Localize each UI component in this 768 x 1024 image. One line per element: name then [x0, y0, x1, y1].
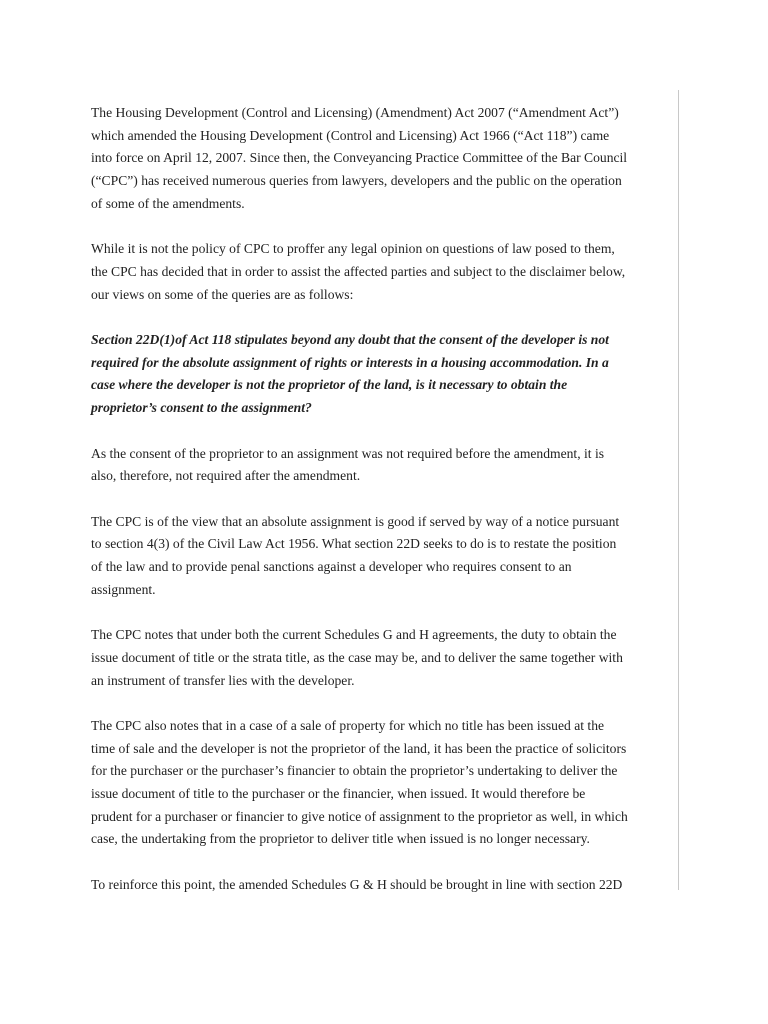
text-line: case, the undertaking from the proprietor to deliver title when issued is no longer necessary.: [91, 831, 590, 847]
text-line: issue document of title to the purchaser or the financier, when issued. It would therefore be: [91, 786, 586, 801]
paragraph: [91, 102, 681, 216]
paragraph: [91, 329, 681, 420]
text-line: The CPC notes that under both the current Schedules G and H agreements, the duty to obtain the: [91, 627, 617, 643]
text-line: into force on April 12, 2007. Since then, the Conveyancing Practice Committee of the Bar Council: [91, 150, 628, 166]
text-line: of some of the amendments.: [91, 195, 245, 211]
paragraph: [91, 624, 681, 692]
document-body: [91, 102, 681, 919]
paragraph: [91, 715, 681, 851]
text-line: prudent for a purchaser or financier to give notice of assignment to the proprietor as well, in which: [91, 808, 628, 824]
paragraph: [91, 511, 681, 602]
paragraph: [91, 238, 681, 306]
text-line: While it is not the policy of CPC to proffer any legal opinion on questions of law posed to them,: [91, 241, 615, 257]
text-line: to section 4(3) of the Civil Law Act 1956. What section 22D seeks to do is to restate the position: [91, 536, 617, 552]
text-line: required for the absolute assignment of rights or interests in a housing accommodation. In a: [91, 354, 609, 370]
paragraph: [91, 874, 681, 897]
text-line: of the law and to provide penal sanctions against a developer who requires consent to an: [91, 559, 572, 574]
text-line: proprietor’s consent to the assignment?: [91, 400, 312, 416]
text-line: assignment.: [91, 581, 156, 597]
text-line: for the purchaser or the purchaser’s financier to obtain the proprietor’s undertaking to deliver the: [91, 763, 618, 779]
paragraph: [91, 443, 681, 488]
text-line: which amended the Housing Development (Control and Licensing) Act 1966 (“Act 118”) came: [91, 127, 610, 143]
text-line: the CPC has decided that in order to assist the affected parties and subject to the disclaimer below,: [91, 263, 626, 279]
text-line: Section 22D(1)of Act 118 stipulates beyond any doubt that the consent of the developer is not: [91, 332, 609, 347]
text-line: As the consent of the proprietor to an assignment was not required before the amendment, it is: [91, 445, 605, 461]
text-line: The CPC is of the view that an absolute assignment is good if served by way of a notice pursuant: [91, 513, 620, 529]
text-line: an instrument of transfer lies with the developer.: [91, 672, 355, 688]
text-line: also, therefore, not required after the amendment.: [91, 468, 361, 484]
text-line: time of sale and the developer is not the proprietor of the land, it has been the practice of solicitors: [91, 740, 627, 756]
text-line: The CPC also notes that in a case of a sale of property for which no title has been issued at the: [91, 717, 605, 733]
text-line: issue document of title or the strata title, as the case may be, and to deliver the same together with: [91, 649, 623, 665]
text-line: The Housing Development (Control and Licensing) (Amendment) Act 2007 (“Amendment Act”): [91, 105, 619, 120]
text-line: case where the developer is not the proprietor of the land, is it necessary to obtain the: [91, 377, 568, 393]
text-line: our views on some of the queries are as follows:: [91, 286, 354, 302]
text-line: To reinforce this point, the amended Schedules G & H should be brought in line with section 22D: [91, 876, 623, 892]
text-line: (“CPC”) has received numerous queries from lawyers, developers and the public on the operation: [91, 173, 622, 189]
